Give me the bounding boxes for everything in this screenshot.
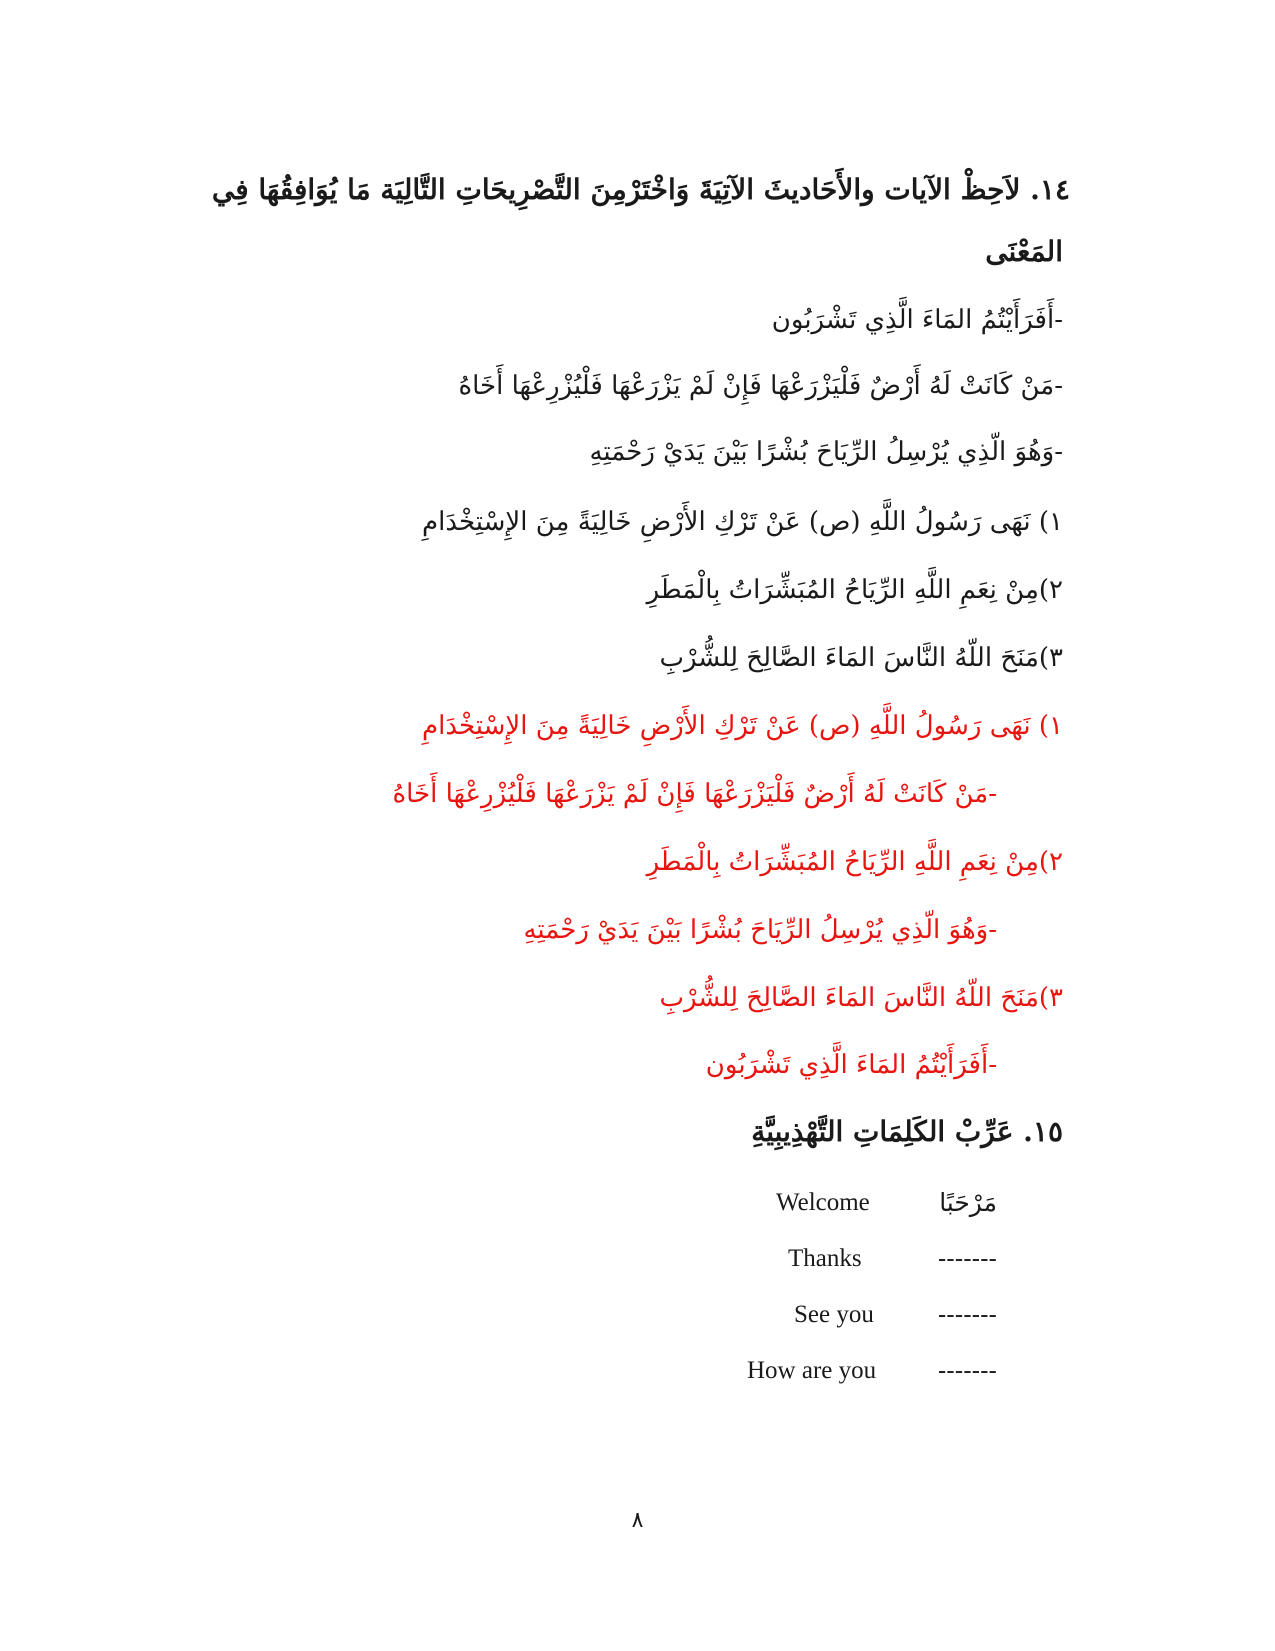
arabic-word: -------: [937, 1244, 997, 1273]
q14-answer: ١) نَهَى رَسُولُ اللَّهِ (ص) عَنْ تَرْكِ الأَرْضِ خَالِيَةً مِنَ الإِسْتِخْدَامِ: [422, 711, 1063, 741]
q14-answer: ٢)مِنْ نِعَمِ اللَّهِ الرِّيَاحُ المُبَشِّرَاتُ بِالْمَطَرِ: [646, 847, 1063, 877]
q14-answer: -وَهُوَ الّذِي يُرْسِلُ الرِّيَاحَ بُشْرًا بَيْنَ يَدَيْ رَحْمَتِهِ: [523, 915, 997, 945]
q14-item: -مَنْ كَانَتْ لَهُ أَرْضٌ فَلْيَزْرَعْهَا فَإِنْ لَمْ يَزْرَعْهَا فَلْيُزْرِعْهَا أَخَاهُ: [458, 371, 1063, 401]
q14-heading-line2: المَعْنَى: [985, 235, 1063, 268]
q14-answer: -أَفَرَأَيْتُمُ المَاءَ الَّذِي تَشْرَبُون: [705, 1050, 997, 1080]
arabic-word: -------: [937, 1356, 997, 1385]
english-word: How are you: [747, 1357, 877, 1384]
q14-item: ٣)مَنَحَ اللّهُ النَّاسَ المَاءَ الصَّالِحَ لِلشُّرْبِ: [659, 643, 1063, 673]
q14-item: -وَهُوَ الّذِي يُرْسِلُ الرِّيَاحَ بُشْرًا بَيْنَ يَدَيْ رَحْمَتِهِ: [589, 437, 1063, 467]
q15-heading: ١٥. عَرِّبْ الكَلِمَاتِ التَّهْذِيبِيَّةِ: [751, 1115, 1063, 1148]
arabic-word: مَرْحَبًا: [939, 1188, 997, 1217]
english-word: See you: [794, 1301, 874, 1328]
page-number: ٨: [631, 1508, 644, 1533]
q14-heading-line1: ١٤. لاَحِظْ الآيات والأَحَاديثَ الآتِيَةَ وَاخْتَرْمِنَ التَّصْرِيحَاتِ التَّالِيَة مَا يُوَافِقُهَا فِي: [211, 173, 1070, 206]
q14-item: -أَفَرَأَيْتُمُ المَاءَ الَّذِي تَشْرَبُون: [771, 305, 1063, 335]
english-word: Thanks: [788, 1245, 862, 1272]
q14-answer: ٣)مَنَحَ اللّهُ النَّاسَ المَاءَ الصَّالِحَ لِلشُّرْبِ: [659, 983, 1063, 1013]
arabic-word: -------: [937, 1300, 997, 1329]
q14-item: ١) نَهَى رَسُولُ اللَّهِ (ص) عَنْ تَرْكِ الأَرْضِ خَالِيَةً مِنَ الإِسْتِخْدَامِ: [422, 507, 1063, 537]
q14-answer: -مَنْ كَانَتْ لَهُ أَرْضٌ فَلْيَزْرَعْهَا فَإِنْ لَمْ يَزْرَعْهَا فَلْيُزْرِعْهَا أَخَاهُ: [392, 779, 997, 809]
q14-item: ٢)مِنْ نِعَمِ اللَّهِ الرِّيَاحُ المُبَشِّرَاتُ بِالْمَطَرِ: [646, 575, 1063, 605]
english-word: Welcome: [776, 1189, 870, 1216]
